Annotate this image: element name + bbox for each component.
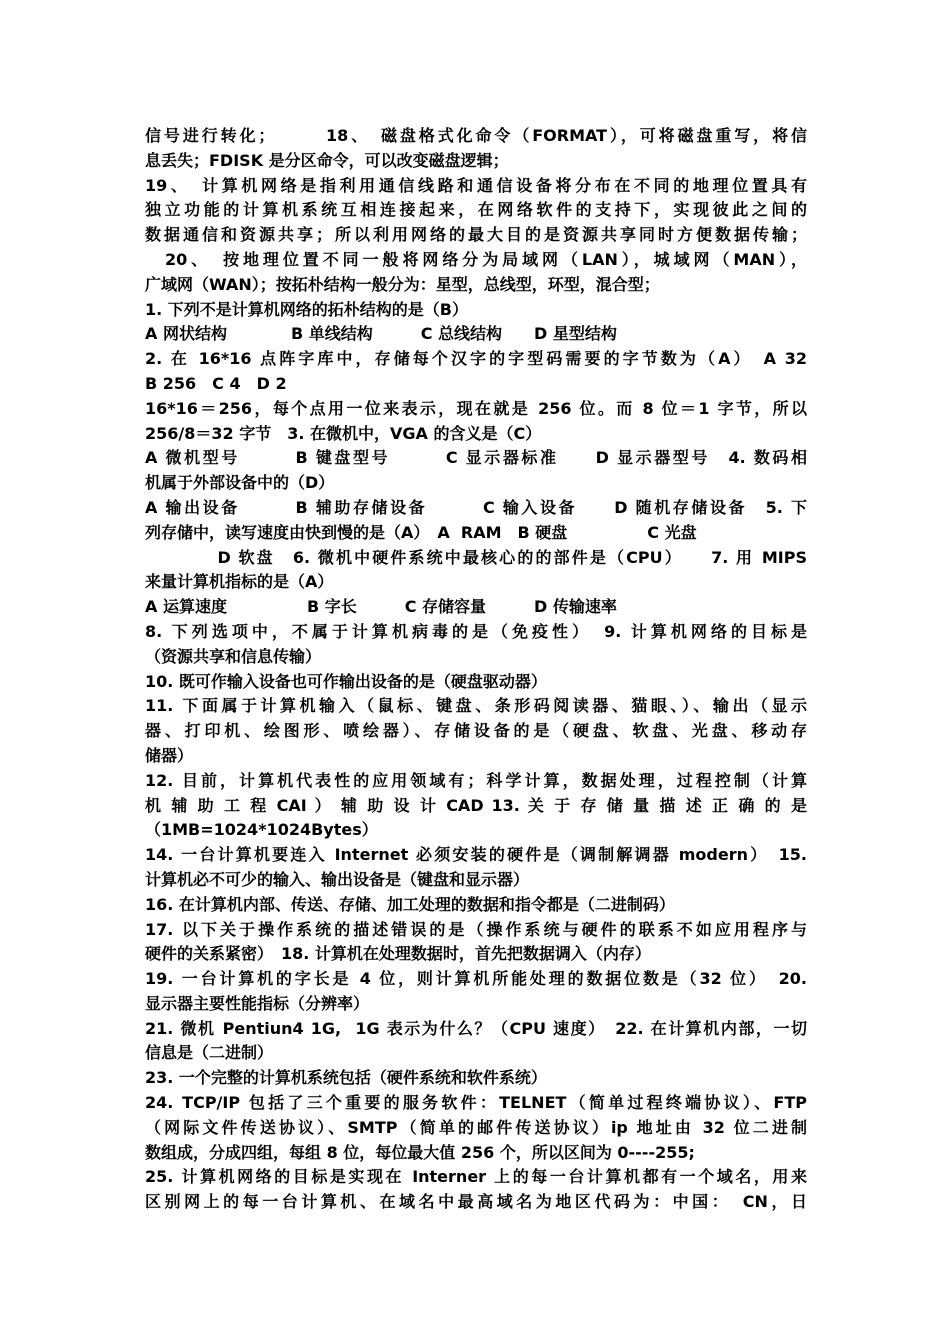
text-line: 计算机必不可少的输入、输出设备是（键盘和显示器） [145, 869, 530, 889]
text-line: 14. 一台计算机要连入 Internet 必须安装的硬件是（调制解调器 modern） 15. [145, 845, 807, 865]
text-line: 信息是（二进制） [145, 1043, 274, 1063]
document-page [145, 124, 807, 1215]
text-line: 16. 在计算机内部、传送、存储、加工处理的数据和指令都是（二进制码） [145, 894, 675, 914]
text-line: 机属于外部设备中的（D） [145, 473, 335, 493]
text-line: 广域网（WAN）；按拓朴结构一般分为：星型，总线型，环型，混合型； [145, 274, 660, 294]
text-line: 显示器主要性能指标（分辨率） [145, 993, 370, 1013]
text-line: A 网状结构 B 单线结构 C 总线结构 D 星型结构 [145, 324, 617, 344]
text-line: （1MB=1024*1024Bytes） [145, 820, 378, 840]
text-line: 25. 计算机网络的目标是实现在 Interner 上的每一台计算机都有一个域名，用来 [145, 1167, 807, 1187]
text-line: 20、 按地理位置不同一般将网络分为局域网（LAN），城域网（MAN）， [145, 249, 807, 269]
text-line: 23. 一个完整的计算机系统包括（硬件系统和软件系统） [145, 1068, 547, 1088]
text-line: 列存储中，读写速度由快到慢的是（A） A RAM B 硬盘 C 光盘 [145, 522, 697, 542]
text-line: （网际文件传送协议）、SMTP（简单的邮件传送协议）ip 地址由 32 位二进制 [145, 1117, 807, 1137]
text-line: D 软盘 6. 微机中硬件系统中最核心的的部件是（CPU） 7. 用 MIPS [145, 547, 807, 567]
text-line: （资源共享和信息传输） [145, 646, 322, 666]
text-line: 数组成，分成四组，每组 8 位，每位最大值 256 个，所以区间为 0----255; [145, 1142, 695, 1162]
text-line: 17. 以下关于操作系统的描述错误的是（操作系统与硬件的联系不如应用程序与 [145, 919, 807, 939]
text-line: 21. 微机 Pentiun4 1G, 1G 表示为什么？（CPU 速度） 22. 在计算机内部，一切 [145, 1018, 807, 1038]
text-line: 256/8＝32 字节 3. 在微机中，VGA 的含义是（C） [145, 423, 542, 443]
text-line: 16*16＝256，每个点用一位来表示，现在就是 256 位。而 8 位＝1 字节，所以 [145, 398, 807, 418]
text-line: 2. 在 16*16 点阵字库中，存储每个汉字的字型码需要的字节数为（A） A 32 [145, 349, 807, 369]
text-line: 11. 下面属于计算机输入（鼠标、键盘、条形码阅读器、猫眼、）、输出（显示 [145, 696, 807, 716]
text-line: 数据通信和资源共享；所以利用网络的最大目的是资源共享同时方便数据传输； [145, 225, 807, 245]
text-line: 1. 下列不是计算机网络的拓朴结构的是（B） [145, 299, 468, 319]
text-line: 24. TCP/IP 包括了三个重要的服务软件：TELNET（简单过程终端协议）、FTP [145, 1093, 807, 1113]
text-line: 19、 计算机网络是指利用通信线路和通信设备将分布在不同的地理位置具有 [145, 175, 807, 195]
text-line: 独立功能的计算机系统互相连接起来，在网络软件的支持下，实现彼此之间的 [145, 200, 807, 220]
text-line: 12. 目前，计算机代表性的应用领域有；科学计算，数据处理，过程控制（计算 [145, 770, 807, 790]
text-line: 机 辅 助 工 程 CAI ） 辅 助 设 计 CAD 13. 关 于 存 储 量 描 述 正 确 的 是 [145, 795, 807, 815]
text-line: A 微机型号 B 键盘型号 C 显示器标准 D 显示器型号 4. 数码相 [145, 448, 807, 468]
text-line: A 运算速度 B 字长 C 存储容量 D 传输速率 [145, 597, 617, 617]
text-line: 息丢失；FDISK 是分区命令，可以改变磁盘逻辑； [145, 150, 509, 170]
text-line: 19. 一台计算机的字长是 4 位，则计算机所能处理的数据位数是（32 位） 20. [145, 969, 807, 989]
text-line: 器、打印机、绘图形、喷绘器）、存储设备的是（硬盘、软盘、光盘、移动存 [145, 721, 807, 741]
text-line: 信号进行转化； 18、 磁盘格式化命令（FORMAT），可将磁盘重写，将信 [145, 126, 807, 145]
text-line: 来量计算机指标的是（A） [145, 572, 334, 592]
text-line: 储器） [145, 745, 194, 765]
text-line: 10. 既可作输入设备也可作输出设备的是（硬盘驱动器） [145, 671, 547, 691]
text-line: A 输出设备 B 辅助存储设备 C 输入设备 D 随机存储设备 5. 下 [145, 497, 807, 517]
text-line: 硬件的关系紧密） 18. 计算机在处理数据时，首先把数据调入（内存） [145, 944, 651, 964]
text-line: 区别网上的每一台计算机、在域名中最高域名为地区代码为：中国： CN，日 [145, 1192, 807, 1212]
text-line: 8. 下列选项中，不属于计算机病毒的是（免疫性） 9. 计算机网络的目标是 [145, 621, 807, 641]
text-line: B 256 C 4 D 2 [145, 373, 287, 393]
